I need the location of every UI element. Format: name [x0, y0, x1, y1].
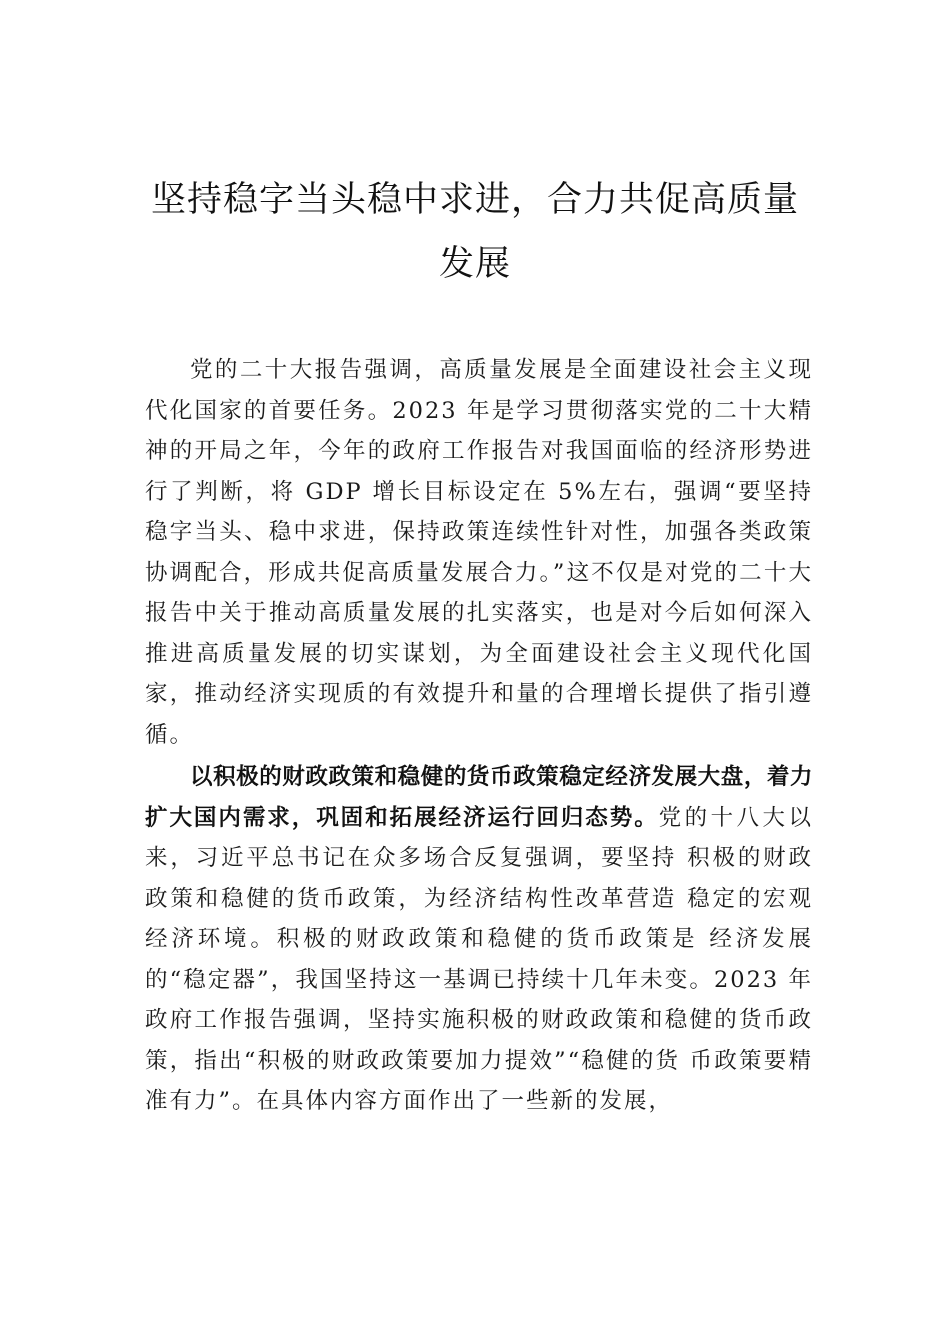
paragraph-2-body: 党的十八大以来，习近平总书记在众多场合反复强调，要坚持 积极的财政政策和稳健的货币政策，为经济结构性改革营造 稳定的宏观经济环境。积极的财政政策和稳健的货币政策是 经济发展的“稳定器”，我国坚持这一基调已持续十几年未变。2023 年政府工作报告强调，坚持实施积极的财政政策和稳健的货币政策，指出“积极的财政政策要加力提效”“稳健的货 币政策要精准有力”。在具体内容方面作出了一些新的发展， [145, 804, 813, 1114]
paragraph-2 [145, 757, 813, 1122]
document-body [145, 350, 813, 1122]
paragraph-1: 党的二十大报告强调，高质量发展是全面建设社会主义现代化国家的首要任务。2023 年是学习贯彻落实党的二十大精神的开局之年，今年的政府工作报告对我国面临的经济形势进行了判断，将 GDP 增长目标设定在 5%左右，强调“要坚持稳字当头、稳中求进，保持政策连续性针对性，加强各类政策协调配合，形成共促高质量发展合力。”这不仅是对党的二十大报告中关于推动高质量发展的扎实落实，也是对今后如何深入推进高质量发展的切实谋划，为全面建设社会主义现代化国家，推动经济实现质的有效提升和量的合理增长提供了指引遵循。 [145, 357, 813, 748]
title-line-2: 发展 [438, 244, 511, 284]
title-line-1: 坚持稳字当头稳中求进，合力共促高质量 [150, 180, 799, 220]
document-title [110, 168, 840, 296]
paragraph-2-heading: 以积极的财政政策和稳健的货币政策稳定经济发展大盘，着力扩大国内需求，巩固和拓展经济运行回归态势。 [145, 764, 813, 831]
